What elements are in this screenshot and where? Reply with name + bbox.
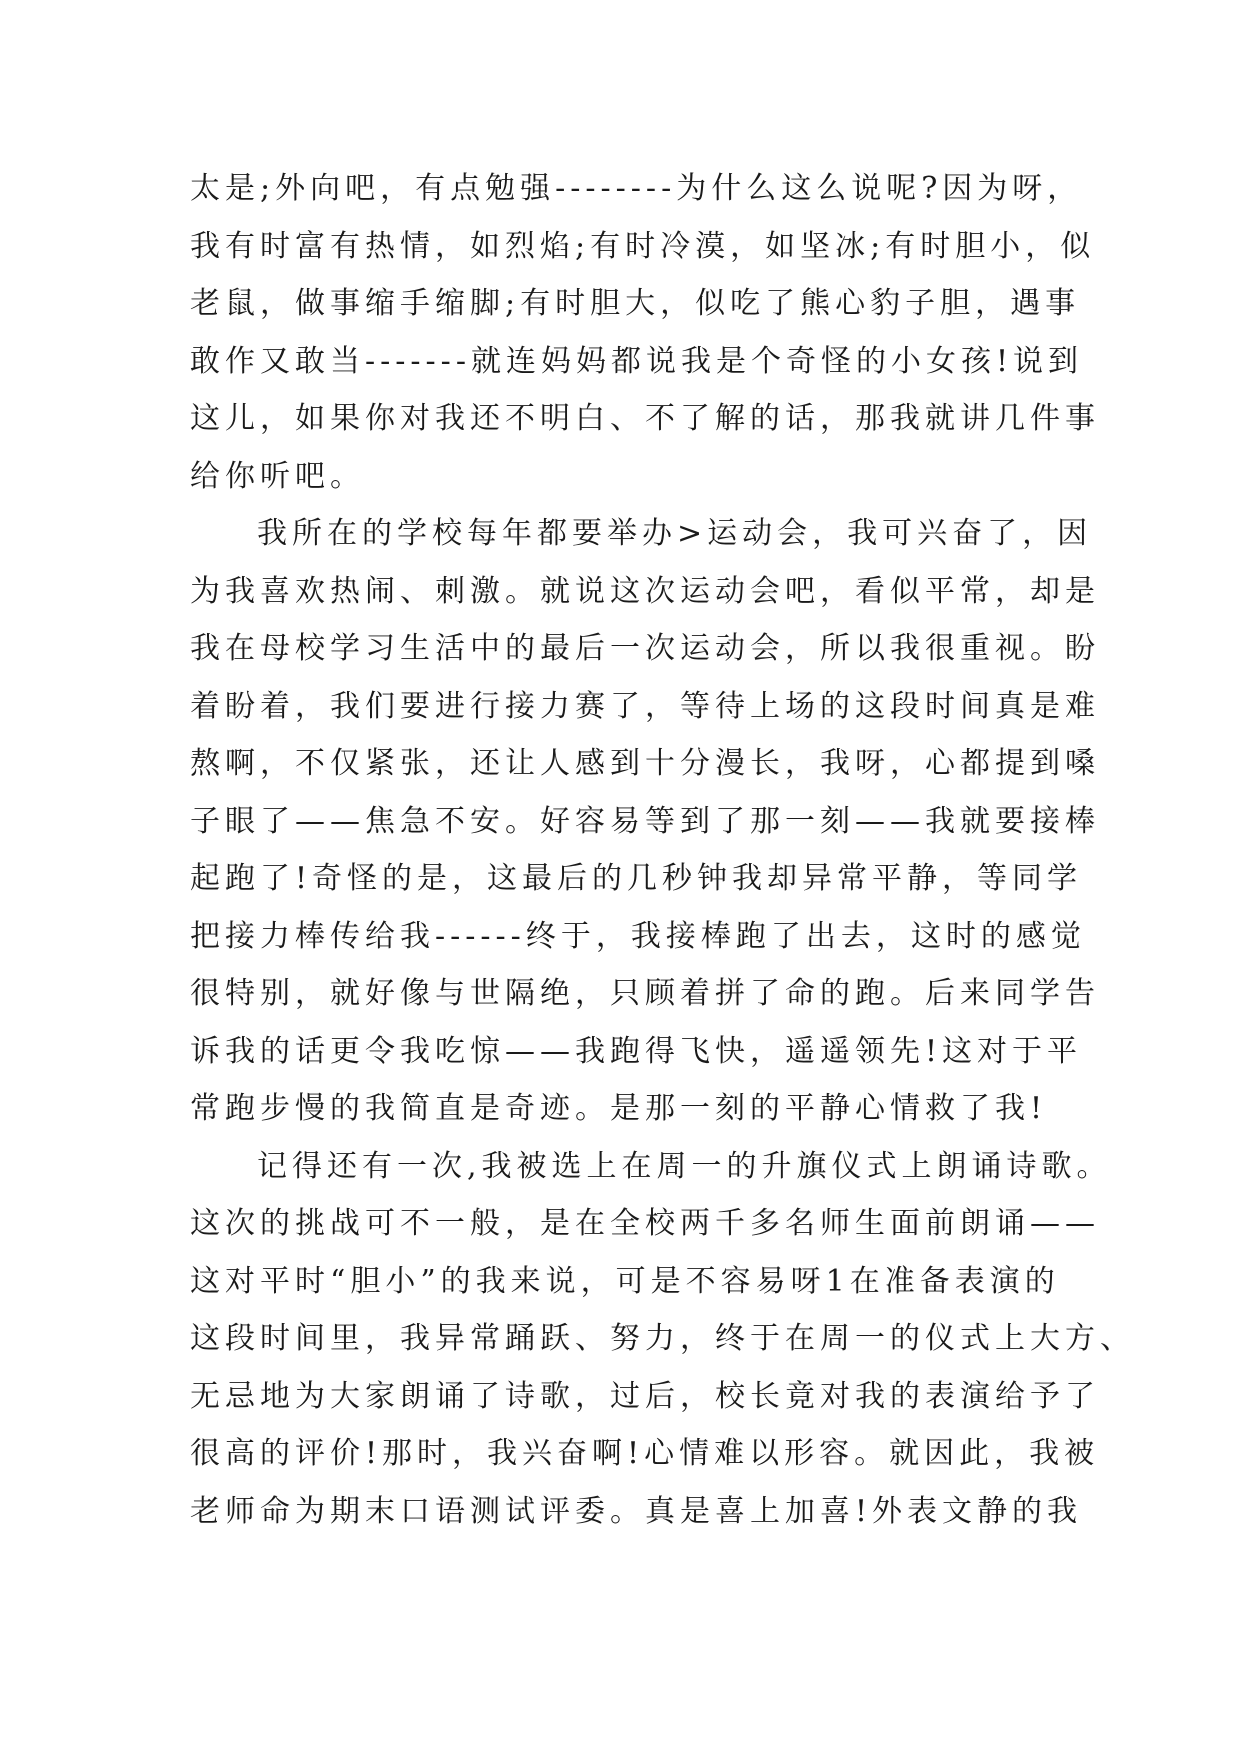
- text-line: 起跑了!奇怪的是，这最后的几秒钟我却异常平静，等同学: [190, 861, 1083, 896]
- text-line: 这次的挑战可不一般，是在全校两千多名师生面前朗诵——: [190, 1206, 1100, 1241]
- text-line: 诉我的话更令我吃惊——我跑得飞快，遥遥领先!这对于平: [190, 1033, 1083, 1069]
- text-line: 子眼了——焦急不安。好容易等到了那一刻——我就要接棒: [190, 803, 1100, 839]
- paragraph-3: [190, 1138, 1135, 1541]
- text-line: 我有时富有热情，如烈焰;有时冷漠，如坚冰;有时胆小，似: [190, 228, 1096, 264]
- text-line: 太是;外向吧，有点勉强--------为什么这么说呢?因为呀，: [190, 171, 1083, 206]
- text-line: 这对平时“胆小”的我来说，可是不容易呀1在准备表演的: [190, 1263, 1060, 1299]
- text-line: 熬啊，不仅紧张，还让人感到十分漫长，我呀，心都提到嗓: [190, 746, 1100, 781]
- document-body: [190, 160, 1135, 1540]
- text-line-indented: 我所在的学校每年都要举办>运动会，我可兴奋了，因: [257, 516, 1093, 551]
- text-line: 老鼠，做事缩手缩脚;有时胆大，似吃了熊心豹子胆，遇事: [190, 286, 1081, 321]
- text-line: 给你听吧。: [190, 458, 365, 494]
- text-line: 老师命为期末口语测试评委。真是喜上加喜!外表文静的我: [190, 1493, 1083, 1529]
- text-line: 把接力棒传给我------终于，我接棒跑了出去，这时的感觉: [190, 918, 1086, 954]
- text-line: 很特别，就好像与世隔绝，只顾着拼了命的跑。后来同学告: [190, 976, 1100, 1011]
- text-line: 敢作又敢当-------就连妈妈都说我是个奇怪的小女孩!说到: [190, 343, 1084, 379]
- text-line: 我在母校学习生活中的最后一次运动会，所以我很重视。盼: [190, 631, 1100, 666]
- text-line: 很高的评价!那时，我兴奋啊!心情难以形容。就因此，我被: [190, 1436, 1100, 1471]
- paragraph-2: [190, 505, 1100, 1138]
- text-line: 无忌地为大家朗诵了诗歌，过后，校长竟对我的表演给予了: [190, 1378, 1100, 1414]
- text-line: 这段时间里，我异常踊跃、努力，终于在周一的仪式上大方、: [190, 1321, 1135, 1356]
- text-line: 这儿，如果你对我还不明白、不了解的话，那我就讲几件事: [190, 401, 1100, 436]
- text-line: 常跑步慢的我简直是奇迹。是那一刻的平静心情救了我!: [190, 1091, 1048, 1126]
- text-line-indented: 记得还有一次,我被选上在周一的升旗仪式上朗诵诗歌。: [257, 1148, 1112, 1184]
- text-line: 着盼着，我们要进行接力赛了，等待上场的这段时间真是难: [190, 688, 1100, 724]
- paragraph-1: [190, 160, 1100, 505]
- text-line: 为我喜欢热闹、刺激。就说这次运动会吧，看似平常，却是: [190, 573, 1100, 609]
